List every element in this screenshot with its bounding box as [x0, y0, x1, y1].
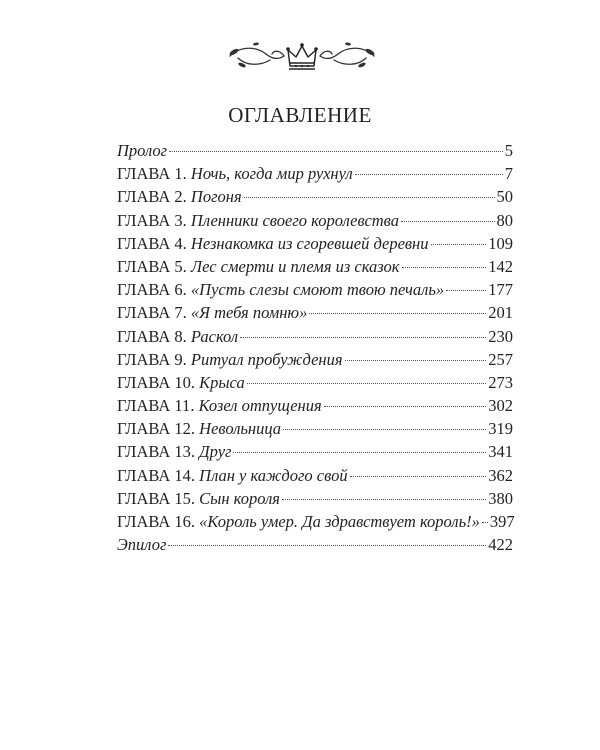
toc-list [117, 139, 513, 556]
chapter-separator: . [182, 303, 191, 323]
toc-entry[interactable] [117, 348, 513, 371]
toc-entry[interactable] [117, 255, 513, 278]
chapter-number: ГЛАВА 4 [117, 233, 183, 253]
chapter-separator: . [190, 488, 200, 508]
toc-entry[interactable] [117, 139, 513, 162]
chapter-separator: . [182, 164, 191, 184]
dot-leader [401, 221, 495, 222]
dot-leader [169, 151, 503, 152]
toc-entry-label [117, 348, 343, 371]
toc-entry[interactable] [117, 417, 513, 440]
chapter-title: Крыса [199, 372, 245, 392]
toc-entry-label [117, 162, 353, 185]
toc-entry-label [117, 232, 429, 255]
dot-leader [240, 337, 486, 338]
toc-entry-label [117, 510, 480, 533]
toc-entry[interactable] [117, 371, 513, 394]
dot-leader [402, 267, 487, 268]
page-number: 273 [488, 372, 513, 392]
page-number: 302 [488, 396, 513, 416]
chapter-number: ГЛАВА 15 [117, 488, 191, 508]
toc-entry-label [117, 185, 242, 208]
chapter-separator: . [182, 233, 191, 253]
page-number: 177 [488, 280, 513, 300]
chapter-title: Незнакомка из сгоревшей деревни [190, 233, 429, 253]
chapter-number: ГЛАВА 5 [117, 256, 183, 276]
dot-leader [233, 452, 486, 453]
dot-leader [446, 290, 486, 291]
dot-leader [350, 476, 487, 477]
dot-leader [431, 244, 487, 245]
chapter-number: ГЛАВА 8 [117, 326, 183, 346]
page-number: 380 [488, 488, 513, 508]
chapter-title: «Я тебя помню» [190, 303, 308, 323]
chapter-separator: . [182, 349, 191, 369]
chapter-title: Ночь, когда мир рухнул [190, 164, 353, 184]
chapter-separator: . [182, 256, 191, 276]
page-number: 201 [488, 303, 513, 323]
crown-flourish-icon [226, 36, 378, 80]
chapter-title: Лес смерти и племя из сказок [190, 256, 400, 276]
toc-entry[interactable] [117, 232, 513, 255]
page-number: 50 [496, 187, 513, 207]
toc-entry-label [117, 301, 307, 324]
chapter-title: Ритуал пробуждения [190, 349, 343, 369]
toc-entry[interactable] [117, 533, 513, 556]
chapter-number: ГЛАВА 10 [117, 372, 191, 392]
chapter-title: Раскол [190, 326, 239, 346]
toc-entry[interactable] [117, 440, 513, 463]
chapter-separator: . [182, 280, 191, 300]
chapter-title: Невольница [199, 419, 282, 439]
page-number: 341 [488, 442, 513, 462]
dot-leader [324, 406, 487, 407]
dot-leader [247, 383, 487, 384]
chapter-number: ГЛАВА 13 [117, 442, 191, 462]
chapter-separator: . [190, 372, 200, 392]
chapter-title: Пленники своего королевства [190, 210, 399, 230]
chapter-title: Погоня [190, 187, 242, 207]
chapter-separator: . [190, 465, 200, 485]
chapter-title: План у каждого свой [199, 465, 348, 485]
chapter-title: Сын короля [199, 488, 280, 508]
page-number: 397 [489, 512, 515, 531]
toc-entry-label [117, 394, 322, 417]
dot-leader [282, 499, 486, 500]
page-number: 319 [488, 419, 513, 439]
toc-entry[interactable] [117, 162, 513, 185]
chapter-separator: . [182, 326, 191, 346]
dot-leader [482, 522, 488, 523]
chapter-separator: . [182, 210, 191, 230]
toc-entry-label [117, 487, 280, 510]
dot-leader [355, 174, 503, 175]
chapter-number: ГЛАВА 7 [117, 303, 183, 323]
toc-entry-label [117, 371, 245, 394]
page-number: 142 [488, 256, 513, 276]
chapter-separator: . [190, 419, 200, 439]
chapter-number: ГЛАВА 12 [117, 419, 191, 439]
toc-entry[interactable] [117, 278, 513, 301]
chapter-number: ГЛАВА 3 [117, 210, 183, 230]
chapter-number: ГЛАВА 2 [117, 187, 183, 207]
toc-entry[interactable] [117, 325, 513, 348]
page-number: 7 [504, 164, 513, 184]
chapter-number: ГЛАВА 14 [117, 465, 191, 485]
dot-leader [283, 429, 486, 430]
page-number: 5 [504, 141, 513, 160]
page-number: 109 [488, 233, 513, 253]
chapter-title: «Пусть слезы смоют твою печаль» [190, 280, 445, 300]
dot-leader [244, 197, 495, 198]
chapter-number: ГЛАВА 11 [117, 396, 191, 416]
toc-entry-label [117, 139, 167, 162]
page-number: 257 [488, 349, 513, 369]
chapter-separator: . [190, 442, 200, 462]
chapter-separator: . [190, 396, 199, 416]
chapter-number: ГЛАВА 16 [117, 512, 191, 531]
toc-entry[interactable] [117, 209, 513, 232]
page-number: 230 [488, 326, 513, 346]
toc-entry[interactable] [117, 510, 513, 533]
dot-leader [168, 545, 486, 546]
toc-entry-label [117, 533, 166, 556]
toc-entry-label [117, 209, 399, 232]
chapter-number: ГЛАВА 1 [117, 164, 183, 184]
toc-entry[interactable] [117, 487, 513, 510]
toc-entry-label [117, 417, 281, 440]
chapter-title: Пролог [117, 141, 168, 160]
page-number: 362 [488, 465, 513, 485]
page-number: 80 [496, 210, 513, 230]
chapter-separator: . [190, 512, 200, 531]
chapter-title: Козел отпущения [198, 396, 322, 416]
dot-leader [345, 360, 487, 361]
toc-entry-label [117, 278, 444, 301]
toc-entry[interactable] [117, 464, 513, 487]
toc-entry[interactable] [117, 185, 513, 208]
dot-leader [309, 313, 486, 314]
chapter-title: Эпилог [117, 535, 167, 555]
page-number: 422 [488, 535, 513, 555]
toc-entry-label [117, 255, 400, 278]
toc-entry-label [117, 464, 348, 487]
toc-title: ОГЛАВЛЕНИЕ [228, 103, 372, 127]
chapter-title: «Король умер. Да здравствует король!» [199, 512, 480, 531]
chapter-number: ГЛАВА 6 [117, 280, 183, 300]
chapter-number: ГЛАВА 9 [117, 349, 183, 369]
chapter-title: Друг [199, 442, 232, 462]
toc-entry-label [117, 325, 238, 348]
toc-entry[interactable] [117, 394, 513, 417]
toc-entry[interactable] [117, 301, 513, 324]
toc-entry-label [117, 440, 231, 463]
chapter-separator: . [182, 187, 191, 207]
